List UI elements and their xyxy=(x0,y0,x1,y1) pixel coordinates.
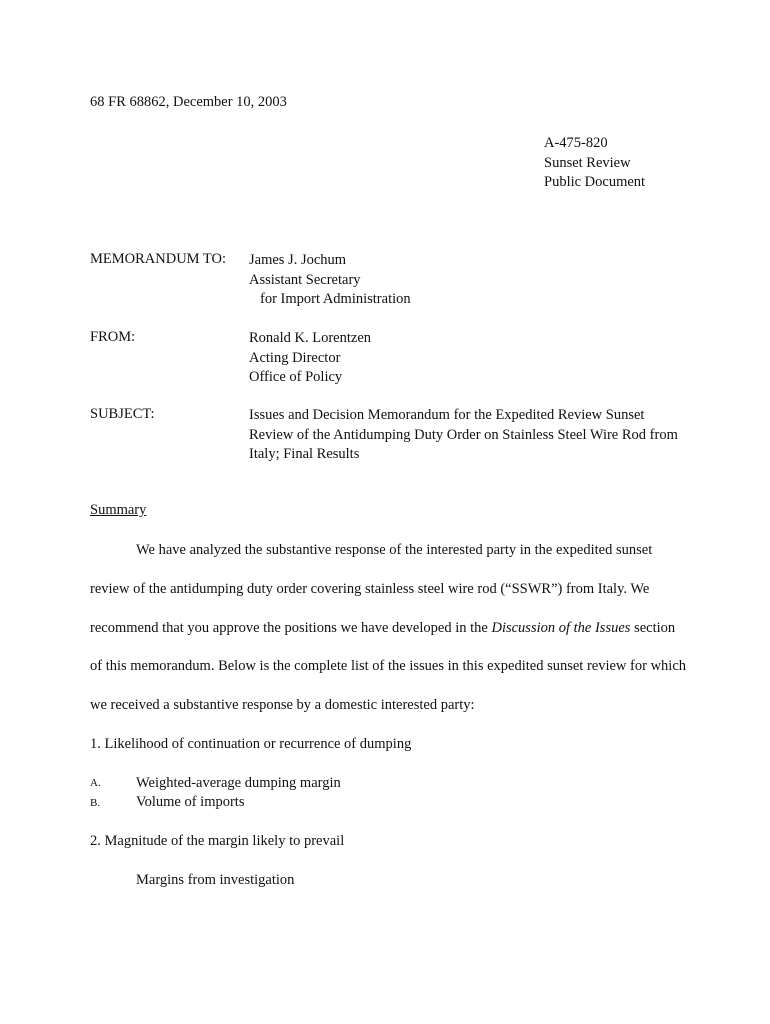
issue-1-sub-b-letter: B. xyxy=(90,797,101,809)
summary-line-3-end: section xyxy=(630,620,676,636)
memo-from-sender xyxy=(249,329,371,388)
recipient-office: for Import Administration xyxy=(260,291,411,307)
summary-line-5: we received a substantive response by a domestic interested party: xyxy=(90,697,475,713)
memo-subject-text xyxy=(249,406,678,465)
sender-office: Office of Policy xyxy=(249,369,343,385)
document-classification: Public Document xyxy=(544,174,646,190)
issue-1-sub-a: Weighted-average dumping margin xyxy=(136,775,341,791)
memo-from-label: FROM: xyxy=(90,329,136,345)
memo-to-recipient xyxy=(249,251,411,310)
sender-name: Ronald K. Lorentzen xyxy=(249,330,372,346)
summary-line-3-start: recommend that you approve the positions we have developed in the xyxy=(90,620,492,636)
recipient-name: James J. Jochum xyxy=(249,252,347,268)
discussion-of-issues-reference: Discussion of the Issues xyxy=(491,620,631,636)
subject-line-1: Issues and Decision Memorandum for the Expedited Review Sunset xyxy=(249,407,645,423)
summary-line-1: We have analyzed the substantive response of the interested party in the expedited sunset xyxy=(136,542,653,558)
summary-line-2: review of the antidumping duty order covering stainless steel wire rod (“SSWR”) from Italy. We xyxy=(90,581,650,597)
memo-to-label: MEMORANDUM TO: xyxy=(90,251,227,267)
issue-1-sub-a-letter: A. xyxy=(90,777,101,789)
summary-line-4: of this memorandum. Below is the complete list of the issues in this expedited sunset review for which xyxy=(90,658,687,674)
review-type: Sunset Review xyxy=(544,154,631,171)
memo-subject-label: SUBJECT: xyxy=(90,406,155,422)
recipient-title: Assistant Secretary xyxy=(249,271,361,288)
issue-1: 1. Likelihood of continuation or recurrence of dumping xyxy=(90,736,412,752)
federal-register-citation: 68 FR 68862, December 10, 2003 xyxy=(90,94,287,110)
subject-line-2: Review of the Antidumping Duty Order on Stainless Steel Wire Rod from xyxy=(249,426,678,443)
issue-1-sub-b: Volume of imports xyxy=(136,794,245,810)
sender-title: Acting Director xyxy=(249,349,341,366)
case-number: A-475-820 xyxy=(544,135,608,151)
document-identifier-block xyxy=(544,134,645,193)
summary-heading: Summary xyxy=(90,502,147,518)
summary-line-3 xyxy=(90,620,675,637)
subject-line-3: Italy; Final Results xyxy=(249,446,360,462)
issue-2-sub: Margins from investigation xyxy=(136,872,295,888)
issue-2: 2. Magnitude of the margin likely to prevail xyxy=(90,833,345,849)
